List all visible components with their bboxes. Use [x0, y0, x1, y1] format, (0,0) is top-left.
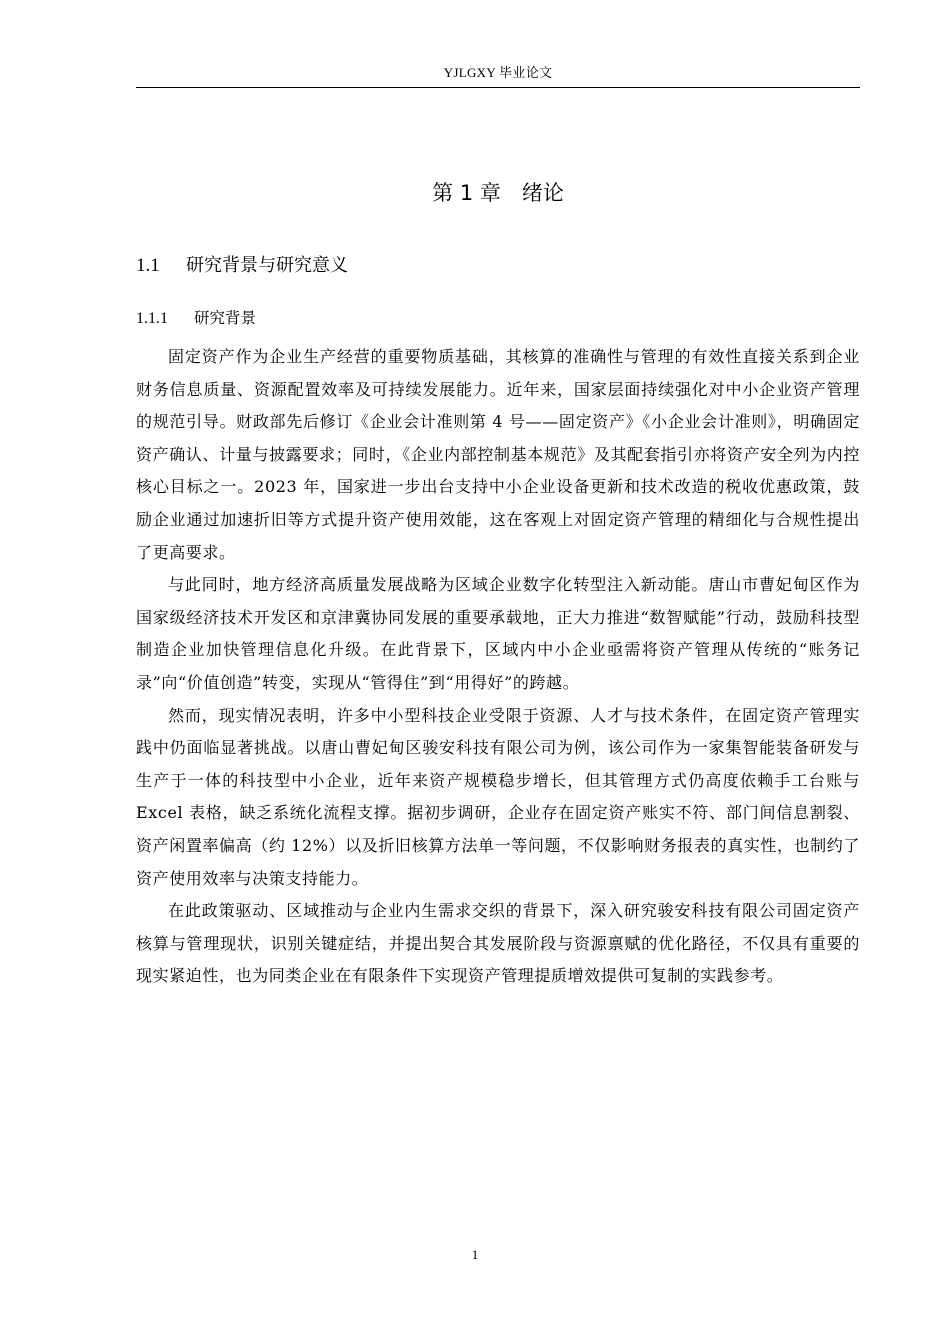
subsection-heading: [136, 304, 256, 333]
body-text: [136, 341, 860, 993]
paragraph-4: 在此政策驱动、区域推动与企业内生需求交织的背景下，深入研究骏安科技有限公司固定资产核算与管理现状，识别关键症结，并提出契合其发展阶段与资源禀赋的优化路径，不仅具有重要的现实紧迫性，也为同类企业在有限条件下实现资产管理提质增效提供可复制的实践参考。: [136, 901, 860, 986]
paragraph-2: 与此同时，地方经济高质量发展战略为区域企业数字化转型注入新动能。唐山市曹妃甸区作为国家级经济技术开发区和京津冀协同发展的重要承载地，正大力推进“数智赋能”行动，鼓励科技型制造企业加快管理信息化升级。在此背景下，区域内中小企业亟需将资产管理从传统的“账务记录”向“价值创造”转变，实现从“管得住”到“用得好”的跨越。: [136, 575, 860, 692]
chapter-title: 第 1 章 绪论: [432, 181, 564, 205]
header-rule: [136, 87, 860, 88]
section-title-text: 研究背景与研究意义: [186, 255, 348, 276]
paragraph-3: 然而，现实情况表明，许多中小型科技企业受限于资源、人才与技术条件，在固定资产管理实践中仍面临显著挑战。以唐山曹妃甸区骏安科技有限公司为例，该公司作为一家集智能装备研发与生产于一体的科技型中小企业，近年来资产规模稳步增长，但其管理方式仍高度依赖手工台账与 Excel 表格，缺乏系统化流程支撑。据初步调研，企业存在固定资产账实不符、部门间信息割裂、资产闲置率偏高（约 12%）以及折旧核算方法单一等问题，不仅影响财务报表的真实性，也制约了资产使用效率与决策支持能力。: [136, 705, 860, 888]
subsection-title-text: 研究背景: [194, 309, 257, 327]
paragraph-1: 固定资产作为企业生产经营的重要物质基础，其核算的准确性与管理的有效性直接关系到企业财务信息质量、资源配置效率及可持续发展能力。近年来，国家层面持续强化对中小企业资产管理的规范引导。财政部先后修订《企业会计准则第 4 号——固定资产》《小企业会计准则》，明确固定资产确认、计量与披露要求；同时，《企业内部控制基本规范》及其配套指引亦将资产安全列为内控核心目标之一。2023 年，国家进一步出台支持中小企业设备更新和技术改造的税收优惠政策，鼓励企业通过加速折旧等方式提升资产使用效能，这在客观上对固定资产管理的精细化与合规性提出了更高要求。: [136, 347, 860, 562]
running-header: YJLGXY 毕业论文: [443, 65, 553, 80]
section-heading: [136, 251, 348, 281]
page-number: 1: [471, 1247, 479, 1262]
subsection-number: 1.1.1: [136, 310, 168, 327]
section-number: 1.1: [136, 255, 160, 276]
